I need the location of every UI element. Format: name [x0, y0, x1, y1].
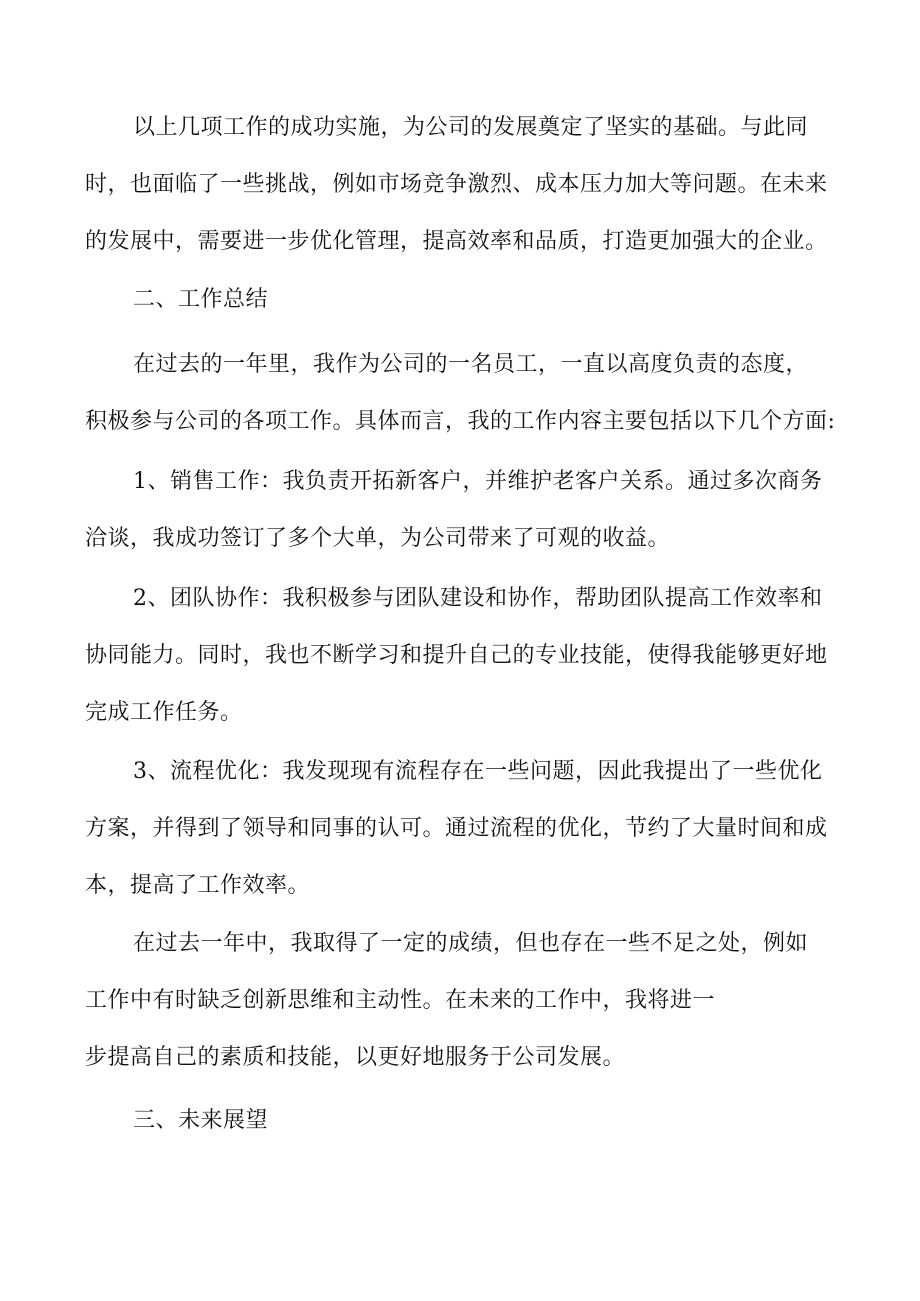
paragraph-line: 完成工作任务。	[85, 700, 243, 725]
paragraph-line: 3、流程优化：我发现现有流程存在一些问题，因此我提出了一些优化	[133, 759, 823, 784]
paragraph-intro	[85, 336, 840, 450]
paragraph-line: 步提高自己的素质和技能，以更好地服务于公司发展。	[85, 1045, 626, 1070]
paragraph-reflection	[85, 915, 840, 1086]
paragraph-line: 方案，并得到了领导和同事的认可。通过流程的优化，节约了大量时间和成	[85, 816, 828, 841]
paragraph-process	[85, 743, 840, 914]
paragraph-line: 本，提高了工作效率。	[85, 873, 311, 898]
paragraph-line: 2、团队协作：我积极参与团队建设和协作，帮助团队提高工作效率和	[133, 586, 823, 611]
paragraph-line: 工作中有时缺乏创新思维和主动性。在未来的工作中，我将进一	[85, 988, 716, 1013]
paragraph-foundation	[85, 99, 840, 270]
paragraph-teamwork	[85, 570, 840, 741]
section-heading-future-outlook: 三、未来展望	[133, 1108, 269, 1133]
paragraph-line: 1、销售工作：我负责开拓新客户，并维护老客户关系。通过多次商务	[133, 469, 823, 494]
paragraph-line: 协同能力。同时，我也不断学习和提升自己的专业技能，使得我能够更好地	[85, 643, 828, 668]
section-heading-work-summary: 二、工作总结	[133, 287, 269, 312]
paragraph-line: 的发展中，需要进一步优化管理，提高效率和品质，打造更加强大的企业。	[85, 229, 828, 254]
paragraph-sales	[85, 453, 840, 567]
paragraph-line: 在过去一年中，我取得了一定的成绩，但也存在一些不足之处，例如	[133, 931, 809, 956]
paragraph-line: 在过去的一年里，我作为公司的一名员工，一直以高度负责的态度，	[133, 352, 809, 377]
paragraph-line: 洽谈，我成功签订了多个大单，为公司带来了可观的收益。	[85, 526, 671, 551]
paragraph-line: 以上几项工作的成功实施，为公司的发展奠定了坚实的基础。与此同	[133, 115, 809, 140]
paragraph-line: 积极参与公司的各项工作。具体而言，我的工作内容主要包括以下几个方面:	[85, 409, 836, 434]
paragraph-line: 时，也面临了一些挑战，例如市场竞争激烈、成本压力加大等问题。在未来	[85, 172, 828, 197]
